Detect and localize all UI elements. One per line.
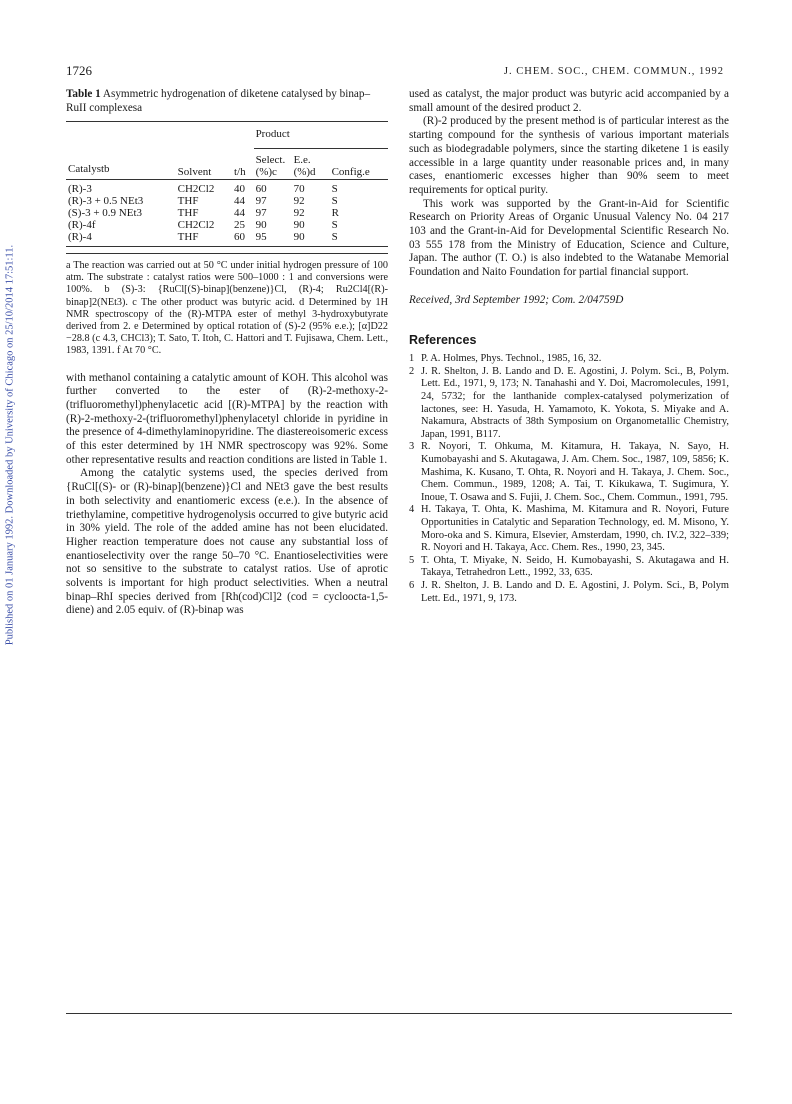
reference-number: 6	[409, 579, 415, 591]
table-footnotes: a The reaction was carried out at 50 °C under initial hydrogen pressure of 100 atm. The substrate : catalyst ratios were 500–1000 : 1 and conversions were 100%. b (S)-3: {RuCl[(S)-binap](benzene)}Cl, (R)-4; Ru2Cl4[(R)-binap]2(NEt3). c The other product was butyric acid. d Determined by 1H NMR spectroscopy of the (R)-MTPA ester of methyl 3-hydroxybutyrate derived from 2. e Determined by optical rotation of (S)-2 (95% e.e.); [α]D22 −28.8 (c 4.3, CHCl3); T. Sato, T. Itoh, C. Hattori and T. Fujisawa, Chem. Lett., 1983, 1391. f At 70 °C.	[66, 253, 388, 358]
col-header-catalyst: Catalystb	[68, 162, 110, 175]
table-cell: CH2Cl2	[177, 182, 215, 195]
table-cell: 44	[233, 194, 245, 207]
table-cell: 40	[233, 182, 245, 195]
table-cell: 90	[293, 230, 305, 243]
table-row	[66, 207, 388, 219]
table-cell: THF	[177, 230, 199, 243]
reference-text: P. A. Holmes, Phys. Technol., 1985, 16, 32.	[421, 353, 602, 365]
table-caption	[66, 88, 388, 115]
table-cell: R	[331, 206, 339, 219]
table-cell: 97	[255, 194, 267, 207]
reference-item	[409, 580, 729, 605]
reference-item	[409, 504, 729, 554]
table-cell: 60	[233, 230, 245, 243]
left-column	[66, 88, 388, 618]
table-cell: (S)-3 + 0.9 NEt3	[68, 206, 143, 219]
reference-text: R. Noyori, T. Ohkuma, M. Kitamura, H. Takaya, N. Sayo, H. Kumobayashi and S. Akutagawa, J. Am. Chem. Soc., 1987, 109, 5856; K. Mashima, K. Kusano, T. Ohta, R. Noyori and H. Takaya, J. Chem. Soc., Chem. Commun., 1989, 1208; A. Tai, T. Kikukawa, T. Sugimura, Y. Inoue, T. Osawa and S. Fujii, J. Chem. Soc., Chem. Commun., 1991, 795.	[421, 441, 729, 503]
table-cell: 95	[255, 230, 267, 243]
reference-item	[409, 366, 729, 442]
reference-number: 1	[409, 353, 415, 365]
references-heading: References	[409, 332, 477, 347]
reference-item	[409, 353, 729, 366]
right-column	[409, 88, 729, 605]
reference-number: 4	[409, 504, 415, 516]
reference-text: J. R. Shelton, J. B. Lando and D. E. Agostini, J. Polym. Sci., B, Polym. Lett. Ed., 1971, 9, 173; N. Tanahashi and Y. Doi, Macromolecules, 1991, 24, 5732; for the lanthanide complex-catalysed polymerization of lactones, see: H. Yasuda, H. Yamamoto, K. Yokota, S. Miyake and A. Nakamura, Abstracts of 38th Symposium on Organometallic Chemistry, Japan, 1991, B117.	[421, 365, 729, 440]
table-cell: 90	[255, 218, 267, 231]
page-number: 1726	[66, 63, 92, 78]
table-cell: THF	[177, 206, 199, 219]
right-paragraph-1: used as catalyst, the major product was butyric acid accompanied by a small amount of the desired product 2.	[409, 88, 729, 114]
reference-item	[409, 555, 729, 580]
table-cell: THF	[177, 194, 199, 207]
table-cell: S	[331, 194, 338, 207]
reference-item	[409, 441, 729, 504]
right-paragraph-2: (R)-2 produced by the present method is of particular interest as the starting compound for the synthesis of various important materials such as biodegradable polymers, since the starting diketene 1 is easily accessible in a large quantity under reasonable prices and, in many cases, enantiomeric excesses higher than 90% seem to meet requirements for optical purity.	[409, 115, 729, 196]
left-body-text	[66, 372, 388, 619]
table-cell: S	[331, 218, 338, 231]
table-cell: S	[331, 230, 338, 243]
table-row	[66, 179, 388, 195]
reference-text: J. R. Shelton, J. B. Lando and D. E. Agostini, J. Polym. Sci., B, Polym Lett. Ed., 1971, 9, 173.	[421, 579, 729, 604]
col-header-solvent: Solvent	[177, 165, 212, 178]
left-paragraph-2: Among the catalytic systems used, the species derived from {RuCl[(S)- or (R)-binap](benzene)}Cl and NEt3 gave the best results in both selectivity and enantiomeric excess (e.e.). In the absence of triethylamine, competitive hydrogenolysis occurred to give butyric acid in 30% yield. The role of the added amine has not been elucidated. Higher reaction temperature does not cause any substantial loss of enantioselectivity over the range 50–70 °C. Enantioselectivities were not so sensitive to the substrate to catalyst ratios. Use of aprotic solvents is important for high product selectivities. When a neutral binap–RhI species derived from [Rh(cod)Cl]2 (cod = cycloocta-1,5-diene) and 2.05 equiv. of (R)-binap was	[66, 467, 388, 617]
table-cell: 25	[233, 218, 245, 231]
left-paragraph-1: with methanol containing a catalytic amount of KOH. This alcohol was further converted to the ester of (R)-2-methoxy-2-(trifluoromethyl)phenylacetic acid [(R)-MTPA] by the reaction with (R)-2-methoxy-2-(trifluoromethyl)phenylacetyl chloride in pyridine in the presence of 4-dimethylaminopyridine. The diastereoisomeric excess of this ester determined by 1H NMR spectroscopy was 92%. Some other representative results and reaction conditions are listed in Table 1.	[66, 371, 388, 466]
publication-sidebar-text: Published on 01 January 1992. Downloaded by University of Chicago on 25/10/2014 17:51:11.	[4, 244, 16, 646]
col-header-ee: E.e. (%)d	[293, 153, 316, 178]
table-cell: 90	[293, 218, 305, 231]
col-header-time: t/h	[233, 165, 246, 178]
reference-text: H. Takaya, T. Ohta, K. Mashima, M. Kitamura and R. Noyori, Future Opportunities in Catalytic and Separation Technology, ed. M. Misono, Y. Moro-oka and S. Kimura, Elsevier, Amsterdam, 1990, ch. IV.2, 322–339; R. Noyori and H. Takaya, Acc. Chem. Res., 1990, 23, 345.	[421, 504, 729, 554]
received-line: Received, 3rd September 1992; Com. 2/04759D	[409, 293, 624, 306]
table-cell: 97	[255, 206, 267, 219]
reference-number: 2	[409, 365, 415, 377]
table-cell: (R)-3 + 0.5 NEt3	[68, 194, 144, 207]
col-header-select: Select. (%)c	[255, 153, 286, 178]
table-cell: (R)-3	[68, 182, 92, 195]
table-label: Table 1	[66, 88, 101, 100]
table-row	[66, 195, 388, 207]
col-header-config: Config.e	[331, 165, 370, 178]
right-paragraph-3: This work was supported by the Grant-in-Aid for Scientific Research on Priority Areas of Organic Unusual Valency No. 04 217 103 and the Grant-in-Aid for Developmental Scientific Research No. 03 555 178 from the Ministry of Education, Science and Culture, Japan. The author (T. O.) is also indebted to the Watanabe Memorial Foundation and Naito Foundation for partial financial support.	[409, 197, 729, 279]
table-cell: 92	[293, 194, 305, 207]
table-cell: 92	[293, 206, 305, 219]
reference-number: 5	[409, 554, 415, 566]
table-cell: 60	[255, 182, 267, 195]
table-cell: 44	[233, 206, 245, 219]
reference-number: 3	[409, 441, 415, 453]
table-caption-text: Asymmetric hydrogenation of diketene catalysed by binap–RuII complexesa	[66, 88, 371, 114]
reference-text: T. Ohta, T. Miyake, N. Seido, H. Kumobayashi, S. Akutagawa and H. Takaya, Tetrahedron Lett., 1992, 33, 635.	[421, 554, 729, 579]
table-cell: 70	[293, 182, 305, 195]
publication-sidebar	[2, 230, 18, 660]
table-row	[66, 231, 388, 247]
journal-header: J. CHEM. SOC., CHEM. COMMUN., 1992	[503, 66, 724, 77]
table-row	[66, 219, 388, 231]
bottom-rule	[66, 1013, 732, 1014]
table-cell: (R)-4	[68, 230, 92, 243]
table-cell: CH2Cl2	[177, 218, 215, 231]
results-table	[66, 121, 388, 247]
table-cell: S	[331, 182, 338, 195]
table-cell: (R)-4f	[68, 218, 96, 231]
references-list	[409, 353, 729, 605]
product-group-header: Product	[254, 122, 388, 149]
